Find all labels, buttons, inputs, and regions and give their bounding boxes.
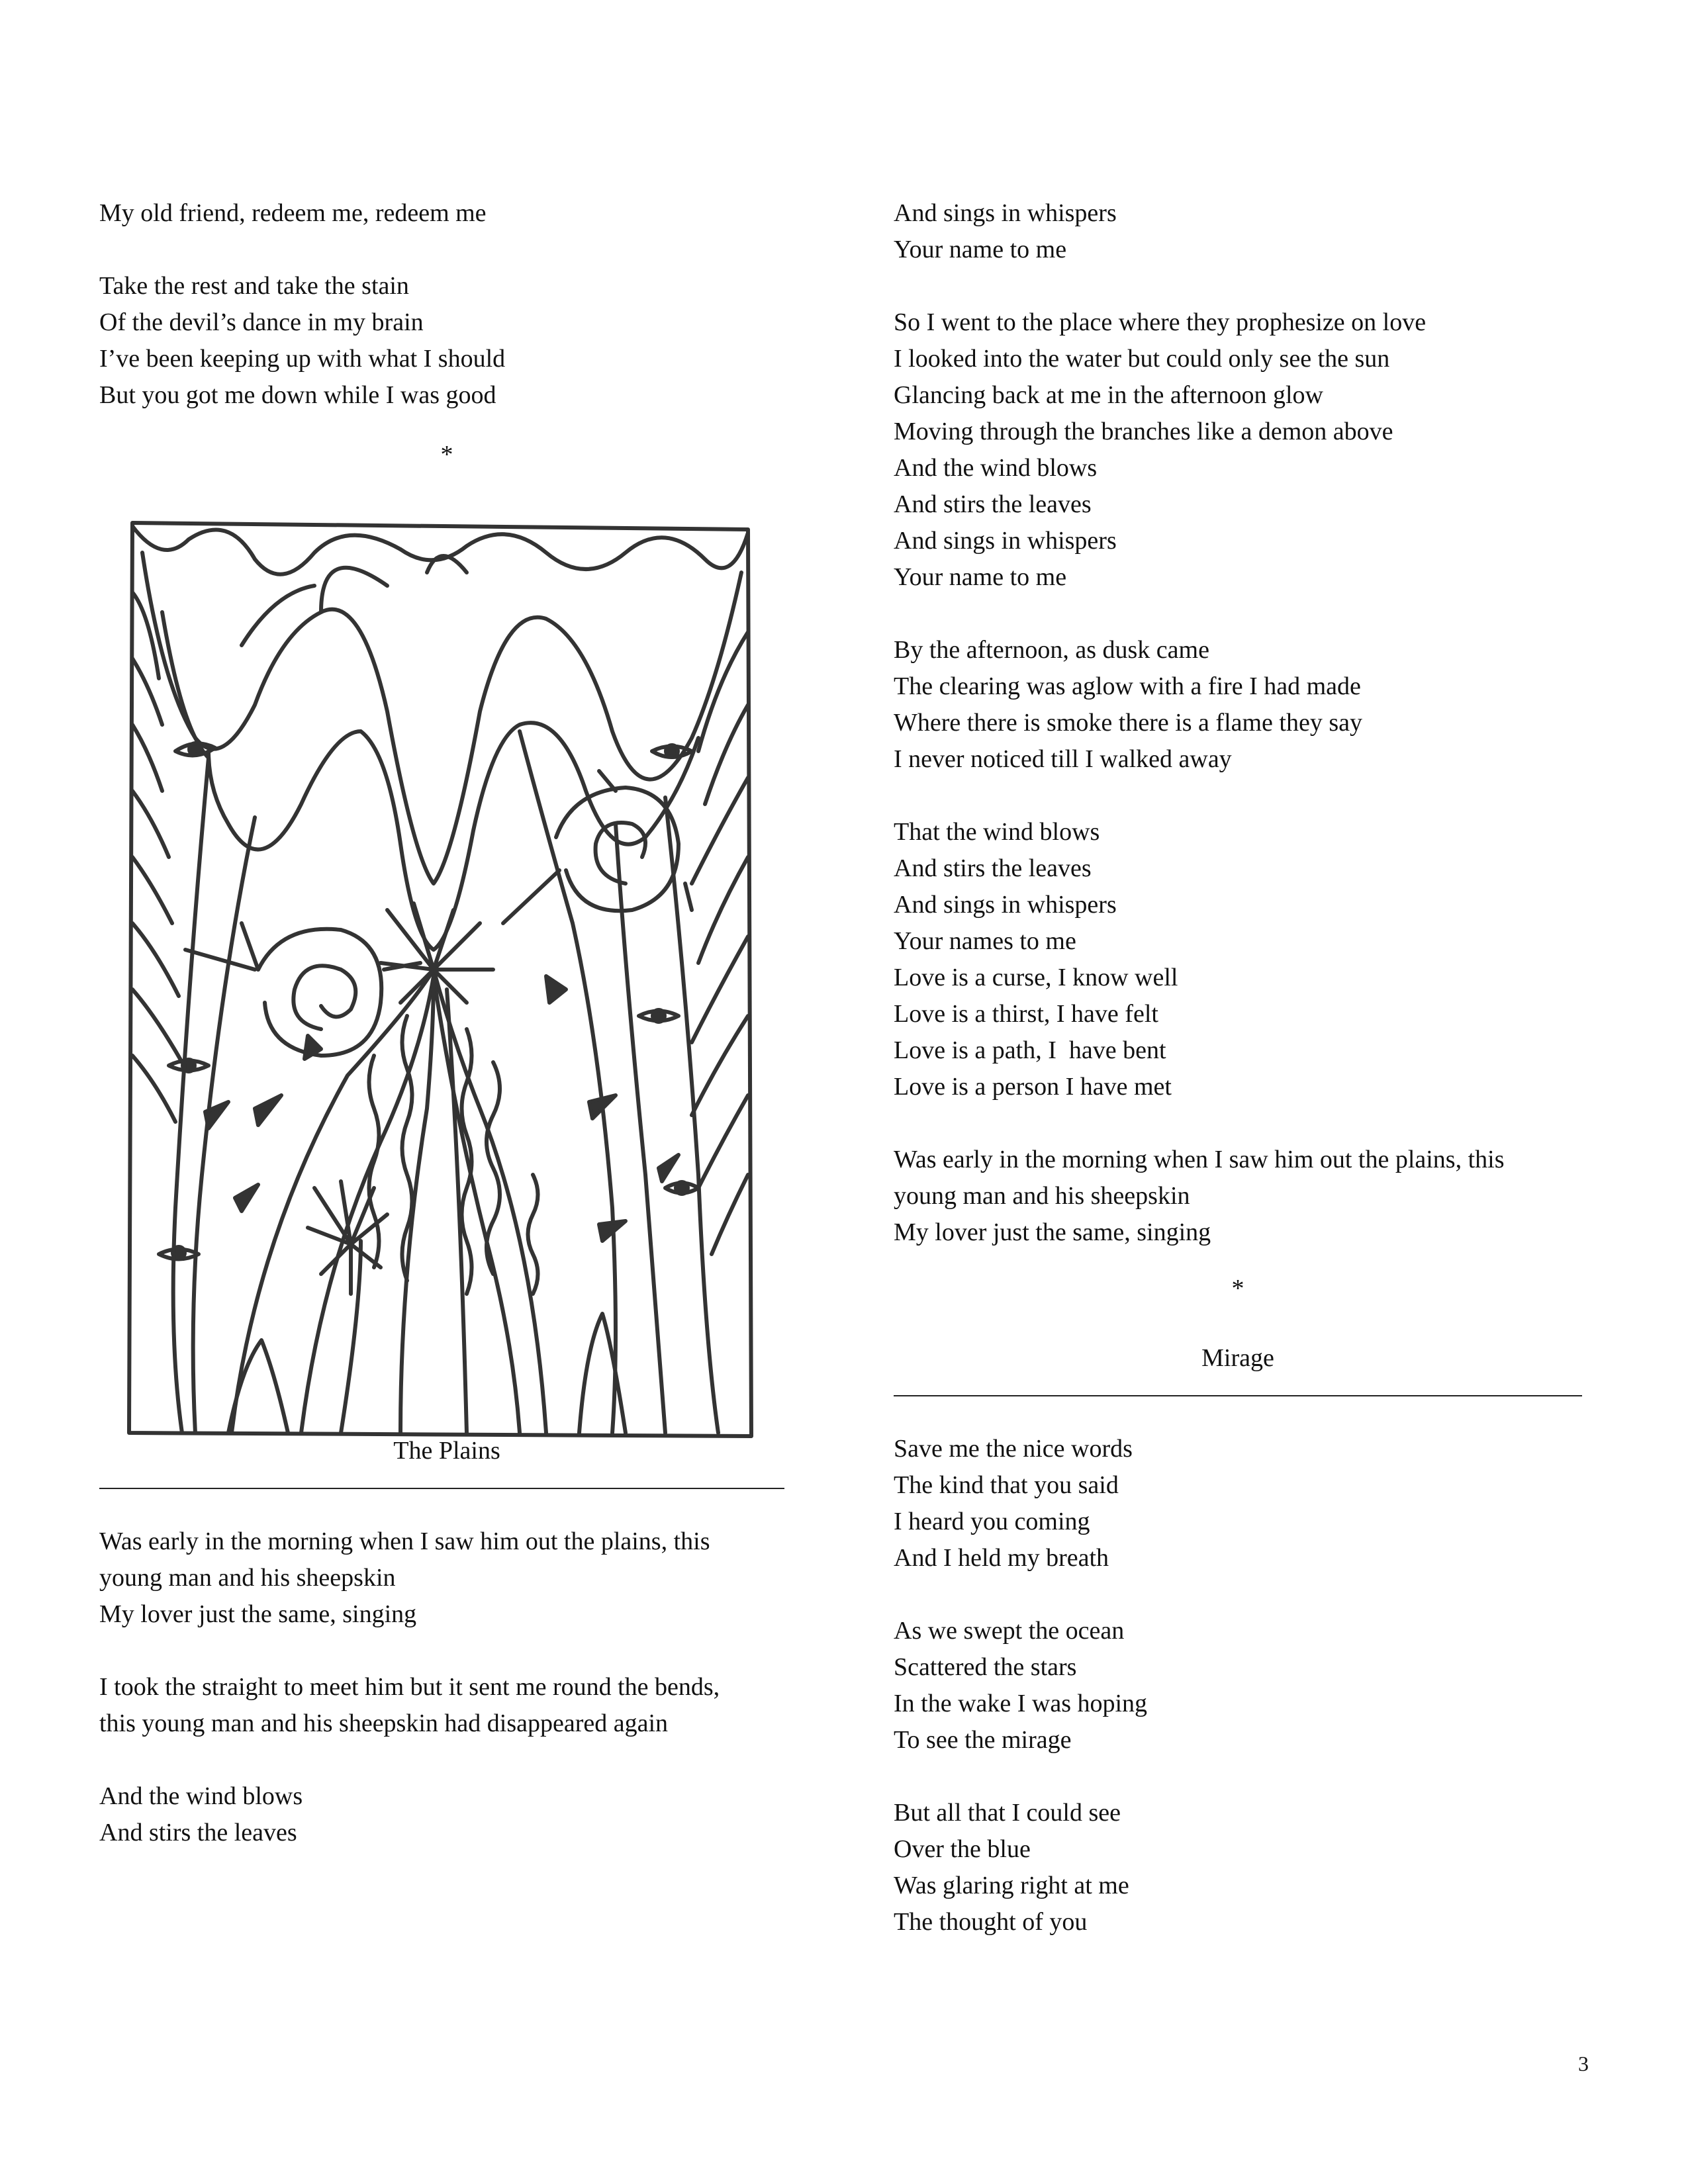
poem-line: Was early in the morning when I saw him out the plains, this bbox=[99, 1527, 710, 1555]
poem-line: Your names to me bbox=[894, 927, 1076, 955]
title-underline bbox=[99, 1488, 784, 1489]
poem-line: That the wind blows bbox=[894, 818, 1100, 846]
poem-line: Love is a thirst, I have felt bbox=[894, 1000, 1158, 1028]
line-drawing-plains-illustration bbox=[122, 513, 768, 1449]
dark-triangle bbox=[235, 1185, 258, 1211]
poem-line: Scattered the stars bbox=[894, 1653, 1077, 1681]
stanza bbox=[99, 1669, 794, 1742]
eye-pupil bbox=[189, 743, 201, 755]
stanza bbox=[894, 1795, 1595, 1940]
hatch-line bbox=[692, 778, 748, 884]
stanza bbox=[894, 195, 1595, 268]
stanza bbox=[894, 1142, 1595, 1251]
wave-line bbox=[142, 553, 741, 884]
poem-line: Of the devil’s dance in my brain bbox=[99, 308, 424, 336]
stanza bbox=[894, 1431, 1595, 1576]
poem-line: Over the blue bbox=[894, 1835, 1031, 1863]
section-separator: * bbox=[440, 441, 453, 469]
wave-line bbox=[132, 526, 400, 574]
poem-line: And stirs the leaves bbox=[894, 490, 1092, 518]
poem-line: In the wake I was hoping bbox=[894, 1690, 1148, 1717]
poem-line: My lover just the same, singing bbox=[99, 1600, 417, 1628]
dark-triangle bbox=[659, 1155, 679, 1181]
spike bbox=[242, 923, 258, 970]
stanza bbox=[894, 632, 1595, 778]
dark-triangle bbox=[255, 1095, 281, 1125]
poem-line: But all that I could see bbox=[894, 1799, 1121, 1827]
stanza bbox=[894, 814, 1595, 1105]
poem-line: Your name to me bbox=[894, 563, 1067, 591]
poem-line: I never noticed till I walked away bbox=[894, 745, 1232, 773]
poem-line: So I went to the place where they prophesize on love bbox=[894, 308, 1427, 336]
spike bbox=[685, 884, 692, 910]
spike bbox=[185, 950, 255, 970]
wave-line bbox=[321, 568, 387, 612]
poem-line: young man and his sheepskin bbox=[99, 1564, 396, 1592]
poem-line: this young man and his sheepskin had disappeared again bbox=[99, 1709, 669, 1737]
stanza bbox=[99, 195, 794, 232]
title-underline bbox=[894, 1395, 1582, 1396]
poem-line: Save me the nice words bbox=[894, 1435, 1133, 1463]
poem-line: And the wind blows bbox=[894, 454, 1098, 482]
poem-line: The clearing was aglow with a fire I had made bbox=[894, 672, 1361, 700]
poem-line: To see the mirage bbox=[894, 1726, 1072, 1754]
poem-line: I took the straight to meet him but it sent me round the bends, bbox=[99, 1673, 720, 1701]
poem-line: I’ve been keeping up with what I should bbox=[99, 345, 506, 373]
hatch-line bbox=[698, 1095, 748, 1188]
hatch-line bbox=[712, 1175, 748, 1254]
poem-line: And the wind blows bbox=[99, 1782, 303, 1810]
poem-line: I heard you coming bbox=[894, 1508, 1090, 1535]
poem-line: I looked into the water but could only see the sun bbox=[894, 345, 1390, 373]
hatch-line bbox=[132, 989, 182, 1062]
poem-line: Take the rest and take the stain bbox=[99, 272, 409, 300]
poem-line: And I held my breath bbox=[894, 1544, 1109, 1572]
stanza bbox=[894, 1613, 1595, 1758]
starburst bbox=[308, 1181, 387, 1294]
eye-pupil bbox=[653, 1010, 665, 1022]
hatch-line bbox=[132, 725, 162, 791]
wavy-line bbox=[528, 1175, 538, 1294]
poem-line: Love is a person I have met bbox=[894, 1073, 1172, 1101]
spike bbox=[599, 771, 616, 791]
poem-line: But you got me down while I was good bbox=[99, 381, 496, 409]
dark-triangle bbox=[546, 976, 566, 1003]
wave-line bbox=[162, 612, 209, 758]
poem-line: young man and his sheepskin bbox=[894, 1182, 1190, 1210]
hatch-line bbox=[132, 857, 172, 923]
poem-line: Was early in the morning when I saw him out the plains, this bbox=[894, 1146, 1505, 1173]
section-separator: * bbox=[1231, 1275, 1244, 1302]
poem-line: Love is a path, I have bent bbox=[894, 1036, 1166, 1064]
hatch-line bbox=[692, 1016, 748, 1115]
right-column bbox=[894, 195, 1595, 1977]
wave-line bbox=[400, 533, 748, 569]
long-curve bbox=[616, 824, 665, 1433]
frame bbox=[129, 523, 751, 1436]
eye-pupil bbox=[666, 745, 678, 757]
spike bbox=[503, 870, 559, 923]
poem-line: Moving through the branches like a demon above bbox=[894, 418, 1393, 445]
poem-line: My lover just the same, singing bbox=[894, 1218, 1211, 1246]
poem-line: My old friend, redeem me, redeem me bbox=[99, 199, 487, 227]
poem-line: And sings in whispers bbox=[894, 527, 1117, 555]
poem-line: Where there is smoke there is a flame they say bbox=[894, 709, 1362, 737]
peak bbox=[579, 1314, 626, 1433]
hatch-line bbox=[132, 791, 169, 857]
section-title-mirage: Mirage bbox=[1201, 1344, 1274, 1372]
mountain bbox=[434, 976, 520, 1433]
eye-pupil bbox=[676, 1182, 688, 1194]
spiral-shell bbox=[258, 929, 381, 1056]
stanza bbox=[99, 1778, 794, 1851]
stanza bbox=[894, 304, 1595, 596]
poem-line: And sings in whispers bbox=[894, 199, 1117, 227]
long-curve bbox=[173, 758, 209, 1433]
poem-line: And stirs the leaves bbox=[894, 854, 1092, 882]
section-title-the-plains: The Plains bbox=[393, 1437, 500, 1465]
page-number: 3 bbox=[1578, 2052, 1589, 2075]
wave-line bbox=[242, 586, 314, 645]
stanza bbox=[99, 1524, 794, 1633]
hatch-line bbox=[132, 923, 179, 996]
poem-line: Was glaring right at me bbox=[894, 1872, 1129, 1899]
poem-line: As we swept the ocean bbox=[894, 1617, 1125, 1645]
poem-line: Your name to me bbox=[894, 236, 1067, 263]
poem-line: Love is a curse, I know well bbox=[894, 964, 1178, 991]
wavy-line bbox=[487, 1062, 500, 1274]
spiral-shell bbox=[293, 966, 355, 1029]
poem-line: The thought of you bbox=[894, 1908, 1088, 1936]
poem-line: And stirs the leaves bbox=[99, 1819, 297, 1846]
poem-line: Glancing back at me in the afternoon glow bbox=[894, 381, 1323, 409]
poem-line: And sings in whispers bbox=[894, 891, 1117, 919]
poem-line: The kind that you said bbox=[894, 1471, 1119, 1499]
poem-line: By the afternoon, as dusk came bbox=[894, 636, 1209, 664]
stanza bbox=[99, 268, 794, 414]
